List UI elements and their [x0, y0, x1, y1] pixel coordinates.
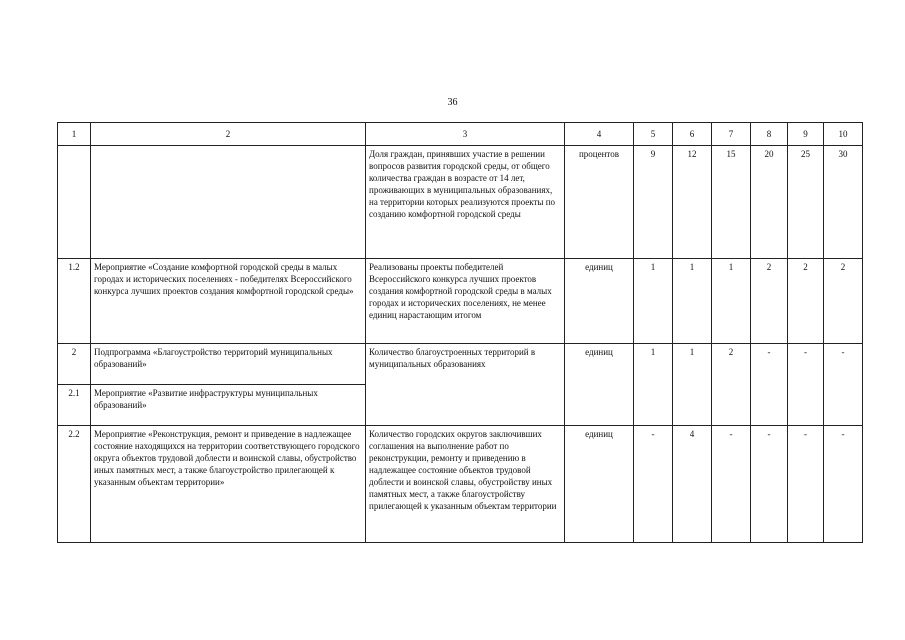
header-cell: 6	[673, 123, 712, 146]
value-cell: 25	[788, 146, 824, 259]
value-cell: 1	[634, 344, 673, 426]
value-cell: -	[788, 426, 824, 543]
indicator-cell: Доля граждан, принявших участие в решении вопросов развития городской среды, от общего количества граждан в возрасте от 14 лет, проживающих в муниципальных образованиях, на территории которых реализуются проекты по созданию комфортной городской среды	[366, 146, 565, 259]
value-cell: -	[788, 344, 824, 426]
value-cell: -	[634, 426, 673, 543]
unit-cell: единиц	[565, 426, 634, 543]
value-cell: 9	[634, 146, 673, 259]
header-cell: 9	[788, 123, 824, 146]
header-cell: 7	[712, 123, 751, 146]
unit-cell: процентов	[565, 146, 634, 259]
value-cell: 4	[673, 426, 712, 543]
indicator-cell: Количество городских округов заключивших соглашения на выполнение работ по реконструкции, ремонту и приведению в надлежащее состояние объектов трудовой доблести и воинской славы, обустройству иных памятных мест, а также благоустройству прилегающей к указанным объектам территории	[366, 426, 565, 543]
row-name-cell	[91, 146, 366, 259]
header-cell: 8	[751, 123, 788, 146]
header-cell: 10	[824, 123, 863, 146]
row-number-cell: 1.2	[58, 259, 91, 344]
header-cell: 3	[366, 123, 565, 146]
value-cell: 20	[751, 146, 788, 259]
value-cell: 2	[751, 259, 788, 344]
value-cell: -	[824, 426, 863, 543]
value-cell: 30	[824, 146, 863, 259]
row-name-cell: Мероприятие «Реконструкция, ремонт и приведение в надлежащее состояние находящихся на территории соответствующего городского округа объектов трудовой доблести и воинской славы, обустройство иных памятных мест, а также благоустройство прилегающей к указанным объектам территории»	[91, 426, 366, 543]
row-name-cell: Мероприятие «Создание комфортной городской среды в малых городах и исторических поселениях - победителях Всероссийского конкурса лучших проектов создания комфортной городской среды»	[91, 259, 366, 344]
value-cell: 1	[712, 259, 751, 344]
table-row	[58, 426, 863, 543]
indicator-cell: Количество благоустроенных территорий в муниципальных образованиях	[366, 344, 565, 426]
header-cell: 1	[58, 123, 91, 146]
value-cell: -	[751, 426, 788, 543]
row-name-cell: Мероприятие «Развитие инфраструктуры муниципальных образований»	[91, 385, 366, 426]
indicators-table	[57, 122, 863, 543]
table-row	[58, 259, 863, 344]
row-number-cell: 2	[58, 344, 91, 385]
header-cell: 2	[91, 123, 366, 146]
row-number-cell	[58, 146, 91, 259]
value-cell: -	[751, 344, 788, 426]
value-cell: 15	[712, 146, 751, 259]
page-number: 36	[447, 97, 458, 108]
value-cell: 1	[634, 259, 673, 344]
value-cell: 1	[673, 344, 712, 426]
row-name-cell: Подпрограмма «Благоустройство территорий муниципальных образований»	[91, 344, 366, 385]
header-cell: 5	[634, 123, 673, 146]
value-cell: 1	[673, 259, 712, 344]
table-header-row	[58, 123, 863, 146]
value-cell: 2	[824, 259, 863, 344]
indicator-cell: Реализованы проекты победителей Всероссийского конкурса лучших проектов создания комфортной городской среды в малых городах и исторических поселениях, не менее единиц нарастающим итогом	[366, 259, 565, 344]
value-cell: 2	[788, 259, 824, 344]
header-cell: 4	[565, 123, 634, 146]
table-row	[58, 146, 863, 259]
value-cell: 2	[712, 344, 751, 426]
unit-cell: единиц	[565, 344, 634, 426]
row-number-cell: 2.2	[58, 426, 91, 543]
unit-cell: единиц	[565, 259, 634, 344]
value-cell: -	[824, 344, 863, 426]
value-cell: -	[712, 426, 751, 543]
row-number-cell: 2.1	[58, 385, 91, 426]
value-cell: 12	[673, 146, 712, 259]
table-row	[58, 344, 863, 385]
